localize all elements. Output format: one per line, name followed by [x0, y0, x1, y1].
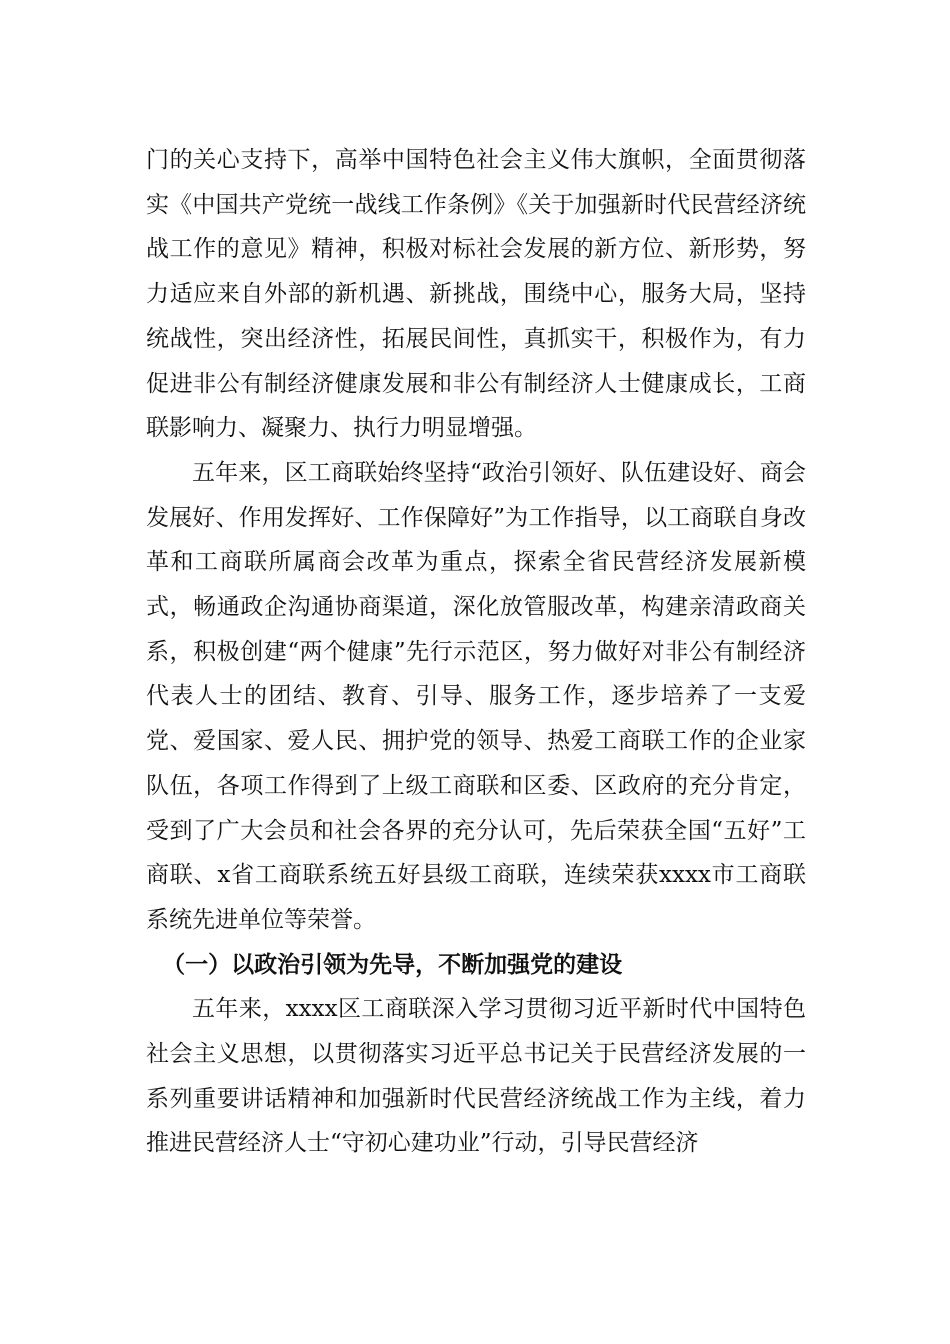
paragraph-five-years-summary: 五年来，区工商联始终坚持“政治引领好、队伍建设好、商会发展好、作用发挥好、工作保障好”为工作指导，以工商联自身改革和工商联所属商会改革为重点，探索全省民营经济发展新模式，畅通政企沟通协商渠道，深化放管服改革，构建亲清政商关系，积极创建“两个健康”先行示范区，努力做好对非公有制经济代表人士的团结、教育、引导、服务工作，逐步培养了一支爱党、爱国家、爱人民、拥护党的领导、热爱工商联工作的企业家队伍，各项工作得到了上级工商联和区委、区政府的充分肯定，受到了广大会员和社会各界的充分认可，先后荣获全国“五好”工商联、x省工商联系统五好县级工商联，连续荣获xxxx市工商联系统先进单位等荣誉。 — [146, 459, 806, 933]
section-paragraph: 五年来，xxxx区工商联深入学习贯彻习近平新时代中国特色社会主义思想，以贯彻落实习近平总书记关于民营经济发展的一系列重要讲话精神和加强新时代民营经济统战工作为主线，着力推进民营经济人士“守初心建功业”行动，引导民营经济 — [146, 996, 806, 1157]
document-body — [146, 138, 806, 1166]
paragraph-continuation: 门的关心支持下，高举中国特色社会主义伟大旗帜，全面贯彻落实《中国共产党统一战线工作条例》《关于加强新时代民营经济统战工作的意见》精神，积极对标社会发展的新方位、新形势，努力适应来自外部的新机遇、新挑战，围绕中心，服务大局，坚持统战性，突出经济性，拓展民间性，真抓实干，积极作为，有力促进非公有制经济健康发展和非公有制经济人士健康成长，工商联影响力、凝聚力、执行力明显增强。 — [146, 147, 806, 442]
section-heading: （一）以政治引领为先导，不断加强党的建设 — [162, 950, 623, 978]
